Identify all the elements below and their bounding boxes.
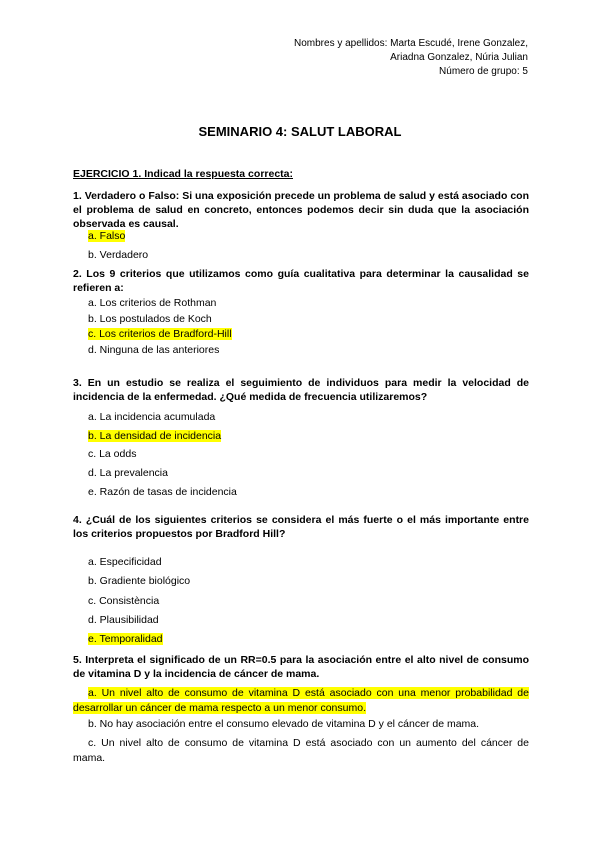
q5-option-a-text: a. Un nivel alto de consumo de vitamina D está asociado con una menor probabilidad de desarrollar un cáncer de mama respecto a un menor consumo. xyxy=(73,687,529,714)
header-group: Número de grupo: 5 xyxy=(439,66,528,77)
q5-option-b xyxy=(73,717,529,732)
q1-option-a xyxy=(88,229,125,243)
q3-option-a: a. La incidencia acumulada xyxy=(88,411,216,423)
q4-option-e-text: e. Temporalidad xyxy=(88,633,163,645)
q2-option-c xyxy=(88,327,232,341)
exercise-heading: EJERCICIO 1. Indicad la respuesta correcta: xyxy=(73,168,293,180)
question-1: 1. Verdadero o Falso: Si una exposición precede un problema de salud y está asociado con el problema de salud en concreto, entonces podemos decir sin duda que la asociación observada es causal. xyxy=(73,190,529,230)
q1-option-b: b. Verdadero xyxy=(88,249,149,261)
q3-option-c: c. La odds xyxy=(88,448,137,460)
header-names: Nombres y apellidos: Marta Escudé, Irene Gonzalez, xyxy=(294,38,528,49)
question-5: 5. Interpreta el significado de un RR=0.5 para la asociación entre el alto nivel de consumo de vitamina D y la incidencia de cáncer de mama. xyxy=(73,654,529,680)
question-3: 3. En un estudio se realiza el seguimiento de individuos para medir la velocidad de incidencia de la enfermedad. ¿Qué medida de frecuencia utilizaremos? xyxy=(73,377,529,403)
q3-option-e: e. Razón de tasas de incidencia xyxy=(88,486,237,498)
q5-option-a xyxy=(73,686,529,716)
q3-option-b-text: b. La densidad de incidencia xyxy=(88,430,222,442)
q4-option-d: d. Plausibilidad xyxy=(88,614,159,626)
question-2: 2. Los 9 criterios que utilizamos como guía cualitativa para determinar la causalidad se refieren a: xyxy=(73,268,529,294)
question-4: 4. ¿Cuál de los siguientes criterios se considera el más fuerte o el más importante entre los criterios propuestos por Bradford Hill? xyxy=(73,514,529,540)
q2-option-c-text: c. Los criterios de Bradford-Hill xyxy=(88,328,232,340)
header-names-cont: Ariadna Gonzalez, Núria Julian xyxy=(390,52,528,63)
q2-option-a: a. Los criterios de Rothman xyxy=(88,297,217,309)
q5-option-c-text: c. Un nivel alto de consumo de vitamina D está asociado con un aumento del cáncer de mama. xyxy=(73,737,529,764)
q2-option-b: b. Los postulados de Koch xyxy=(88,313,212,325)
q5-option-b-text: b. No hay asociación entre el consumo elevado de vitamina D y el cáncer de mama. xyxy=(88,718,480,730)
q3-option-d: d. La prevalencia xyxy=(88,467,168,479)
page-title: SEMINARIO 4: SALUT LABORAL xyxy=(198,124,402,139)
q1-option-a-text: a. Falso xyxy=(88,230,126,242)
q4-option-b: b. Gradiente biológico xyxy=(88,575,191,587)
q4-option-e xyxy=(88,632,163,646)
q5-option-c xyxy=(73,736,529,766)
q3-option-b xyxy=(88,429,221,443)
q4-option-a: a. Especificidad xyxy=(88,556,162,568)
q4-option-c: c. Consistència xyxy=(88,595,160,607)
q2-option-d: d. Ninguna de las anteriores xyxy=(88,344,220,356)
